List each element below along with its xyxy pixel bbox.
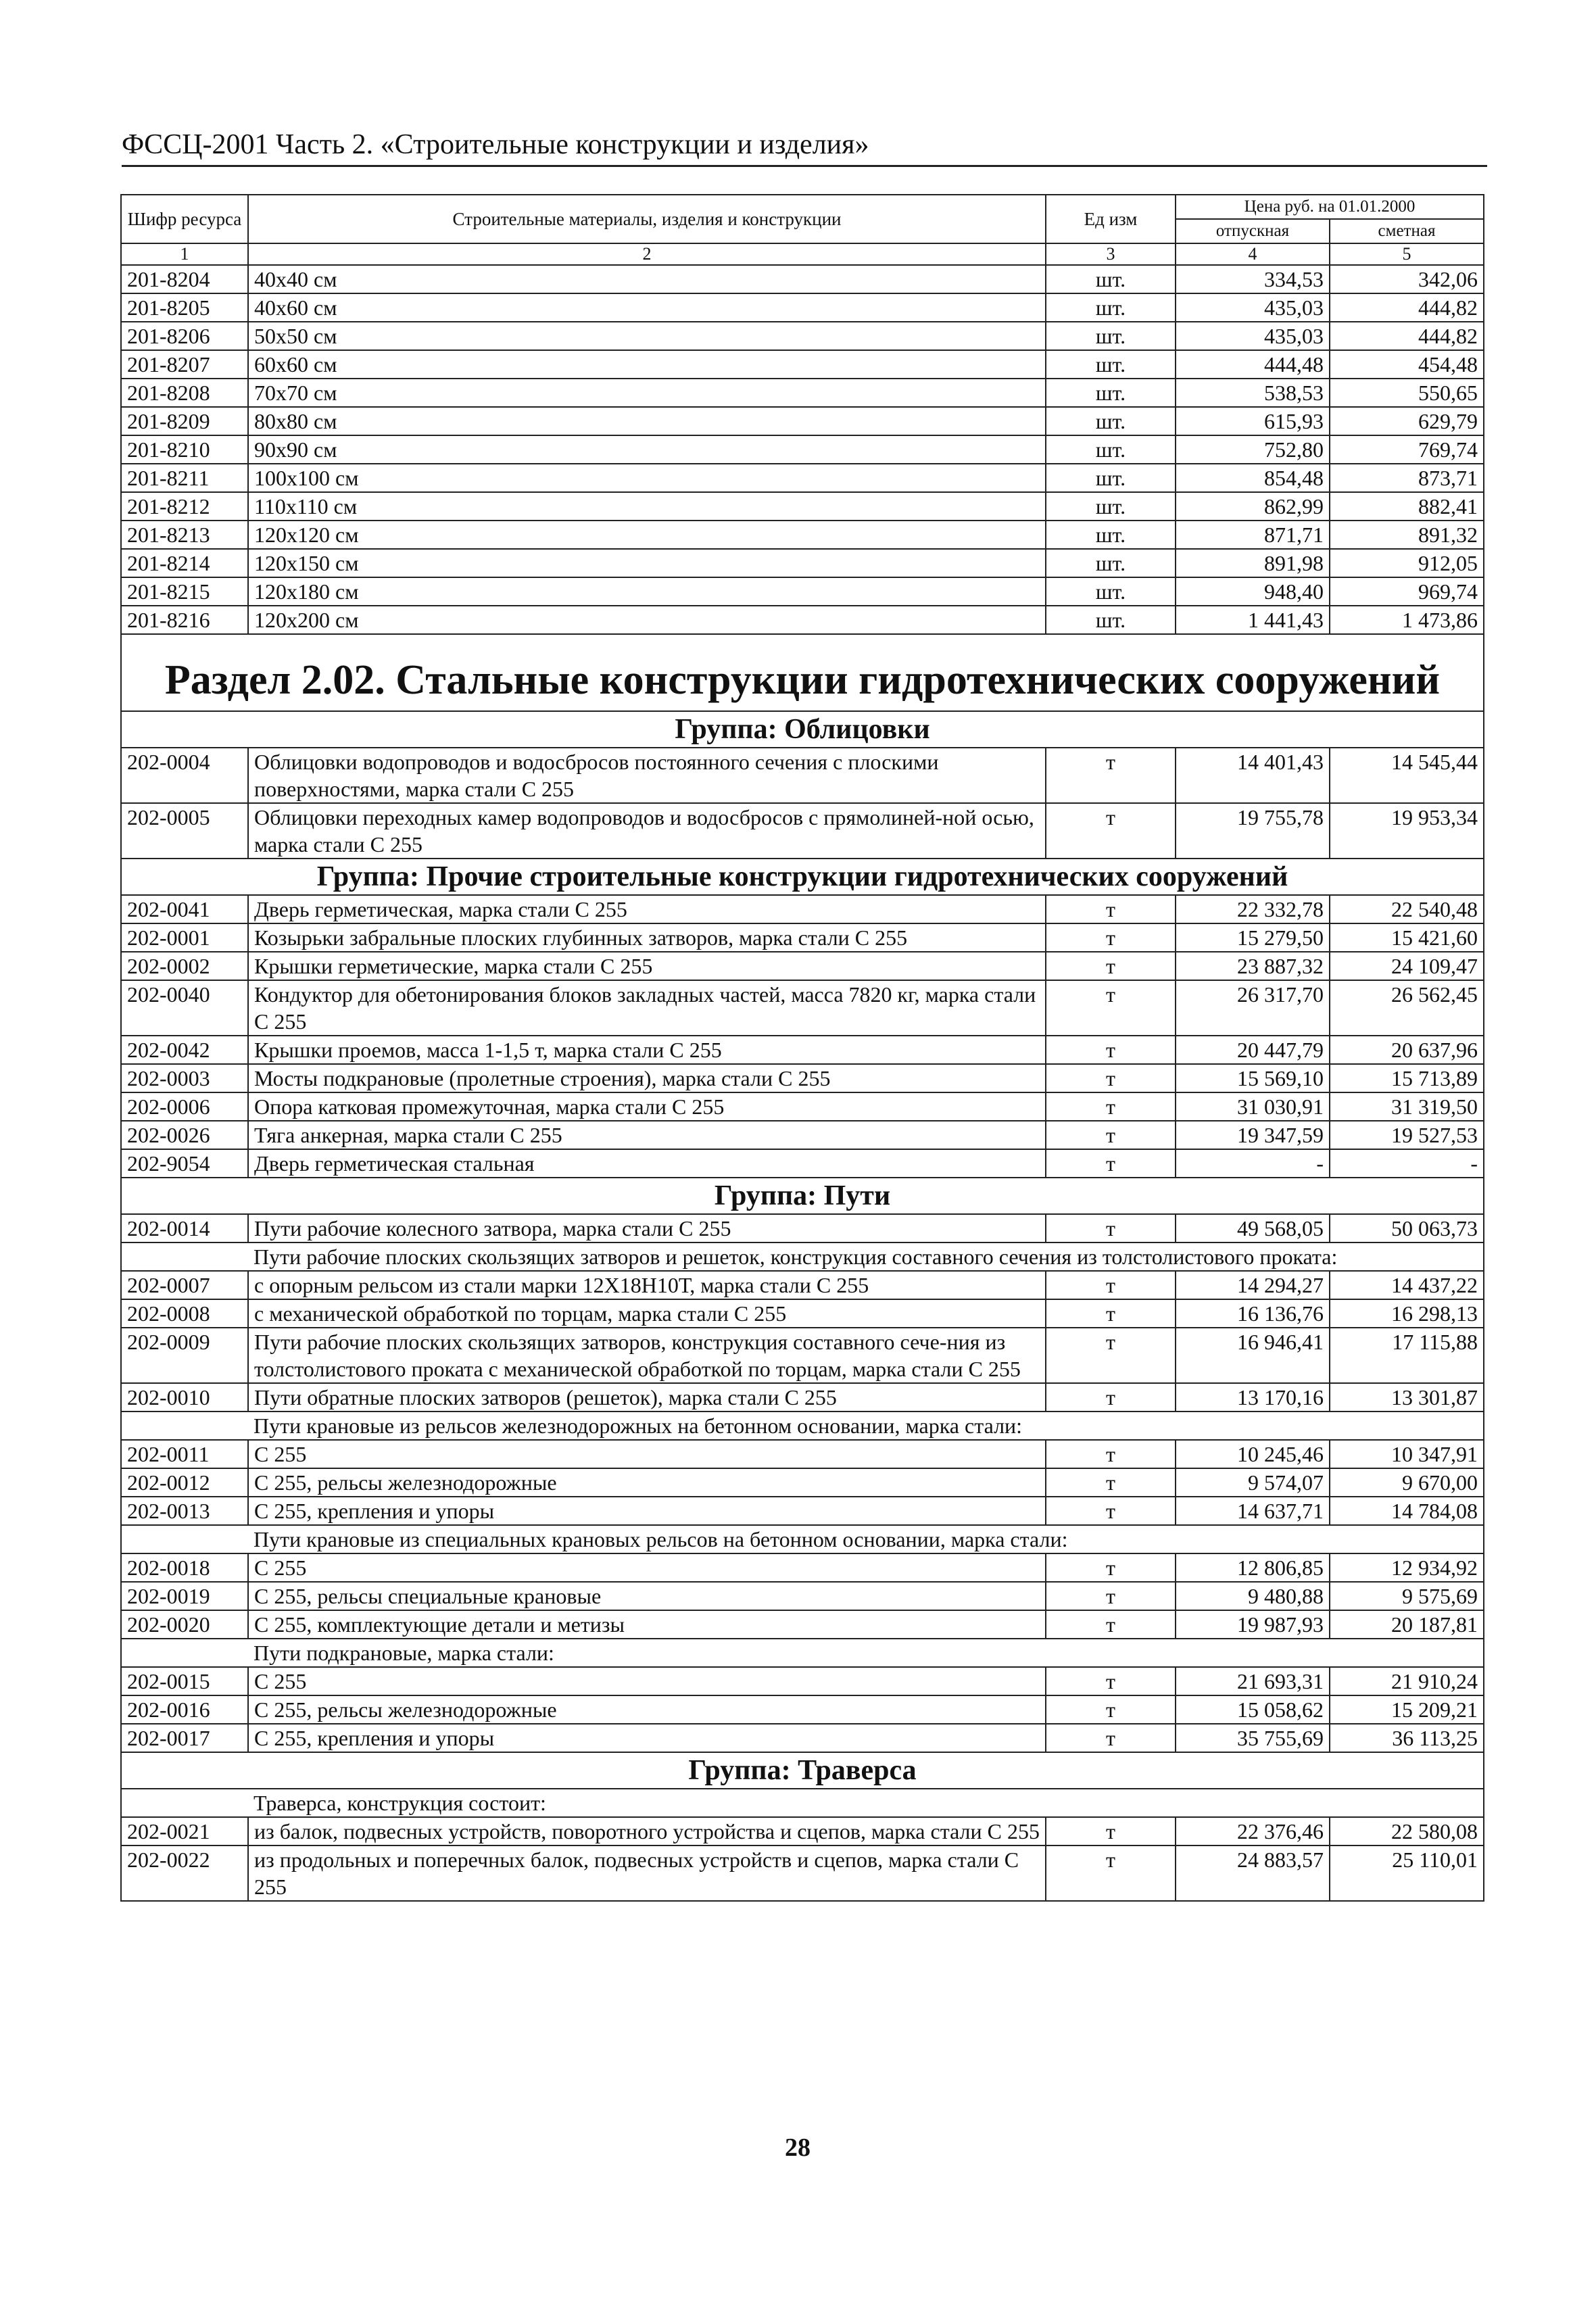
- subheading-text: Траверса, конструкция состоит:: [248, 1789, 1484, 1817]
- price-release: 49 568,05: [1176, 1214, 1330, 1243]
- resource-code: 202-0015: [121, 1667, 248, 1695]
- col-index: 5: [1330, 243, 1484, 265]
- resource-code: 202-0042: [121, 1036, 248, 1064]
- col-header-release: отпускная: [1176, 219, 1330, 243]
- item-name: Козырьки забральные плоских глубинных затворов, марка стали С 255: [248, 923, 1046, 952]
- item-name: из балок, подвесных устройств, поворотного устройства и сцепов, марка стали С 255: [248, 1817, 1046, 1845]
- item-name: Облицовки переходных камер водопроводов и водосбросов с прямолиней-ной осью, марка стали С 255: [248, 803, 1046, 859]
- table-row: [121, 1582, 1484, 1610]
- item-name: Пути обратные плоских затворов (решеток), марка стали С 255: [248, 1383, 1046, 1412]
- table-row: [121, 577, 1484, 606]
- table-row: [121, 1724, 1484, 1752]
- price-estimate: 629,79: [1330, 407, 1484, 435]
- price-release: 19 987,93: [1176, 1610, 1330, 1639]
- price-release: 19 347,59: [1176, 1121, 1330, 1149]
- resource-code: 202-0040: [121, 980, 248, 1036]
- price-estimate: 17 115,88: [1330, 1328, 1484, 1383]
- price-release: 615,93: [1176, 407, 1330, 435]
- price-estimate: 912,05: [1330, 549, 1484, 577]
- price-release: 862,99: [1176, 492, 1330, 521]
- price-release: 334,53: [1176, 265, 1330, 293]
- group4-body: [121, 1789, 1484, 1901]
- price-release: 35 755,69: [1176, 1724, 1330, 1752]
- price-release: 14 401,43: [1176, 748, 1330, 803]
- price-release: 14 294,27: [1176, 1271, 1330, 1299]
- resource-code: 202-0021: [121, 1817, 248, 1845]
- price-estimate: -: [1330, 1149, 1484, 1178]
- price-estimate: 26 562,45: [1330, 980, 1484, 1036]
- table-row: [121, 293, 1484, 322]
- block1-body: [121, 265, 1484, 634]
- table-row: [121, 1328, 1484, 1383]
- table-row: [121, 521, 1484, 549]
- unit: т: [1046, 1271, 1176, 1299]
- unit: т: [1046, 1299, 1176, 1328]
- item-name: Пути рабочие плоских скользящих затворов, конструкция составного сече-ния из толстолистового проката с механической обработкой по торцам, марка стали С 255: [248, 1328, 1046, 1383]
- unit: т: [1046, 923, 1176, 952]
- item-name: 110х110 см: [248, 492, 1046, 521]
- col-header-name: Строительные материалы, изделия и конструкции: [248, 195, 1046, 243]
- price-estimate: 9 670,00: [1330, 1468, 1484, 1497]
- group2-body: [121, 895, 1484, 1178]
- page-header: ФССЦ-2001 Часть 2. «Строительные конструкции и изделия»: [122, 127, 1487, 167]
- price-release: 24 883,57: [1176, 1845, 1330, 1901]
- price-estimate: 10 347,91: [1330, 1440, 1484, 1468]
- item-name: 120х180 см: [248, 577, 1046, 606]
- unit: шт.: [1046, 407, 1176, 435]
- item-name: 80х80 см: [248, 407, 1046, 435]
- price-estimate: 873,71: [1330, 464, 1484, 492]
- unit: т: [1046, 1724, 1176, 1752]
- unit: т: [1046, 803, 1176, 859]
- price-release: 435,03: [1176, 322, 1330, 350]
- price-release: 31 030,91: [1176, 1092, 1330, 1121]
- resource-code: 202-0016: [121, 1695, 248, 1724]
- table-row: [121, 464, 1484, 492]
- resource-code: 202-0001: [121, 923, 248, 952]
- resource-code: 202-0010: [121, 1383, 248, 1412]
- price-release: 891,98: [1176, 549, 1330, 577]
- resource-code: 201-8207: [121, 350, 248, 379]
- resource-code: 202-0012: [121, 1468, 248, 1497]
- section-body: [121, 634, 1484, 748]
- empty-cell: [121, 1639, 248, 1667]
- col-header-estimate: сметная: [1330, 219, 1484, 243]
- col-index: 4: [1176, 243, 1330, 265]
- price-estimate: 454,48: [1330, 350, 1484, 379]
- page-number: 28: [785, 2133, 811, 2162]
- price-estimate: 9 575,69: [1330, 1582, 1484, 1610]
- unit: шт.: [1046, 492, 1176, 521]
- subheading-text: Пути рабочие плоских скользящих затворов и решеток, конструкция составного сечения из толстолистового проката:: [248, 1243, 1484, 1271]
- price-estimate: 21 910,24: [1330, 1667, 1484, 1695]
- resource-code: 202-0009: [121, 1328, 248, 1383]
- section-title: Раздел 2.02. Стальные конструкции гидротехнических сооружений: [121, 634, 1484, 711]
- unit: т: [1046, 1121, 1176, 1149]
- item-name: 90х90 см: [248, 435, 1046, 464]
- price-estimate: 15 209,21: [1330, 1695, 1484, 1724]
- resource-code: 202-0004: [121, 748, 248, 803]
- resource-code: 202-0026: [121, 1121, 248, 1149]
- table-row: [121, 492, 1484, 521]
- price-release: 10 245,46: [1176, 1440, 1330, 1468]
- resource-code: 202-0017: [121, 1724, 248, 1752]
- price-estimate: 15 421,60: [1330, 923, 1484, 952]
- price-estimate: 342,06: [1330, 265, 1484, 293]
- price-estimate: 550,65: [1330, 379, 1484, 407]
- resource-code: 201-8204: [121, 265, 248, 293]
- table-row: [121, 1497, 1484, 1525]
- resource-code: 201-8214: [121, 549, 248, 577]
- item-name: 50х50 см: [248, 322, 1046, 350]
- item-name: Облицовки водопроводов и водосбросов постоянного сечения с плоскими поверхностями, марка стали С 255: [248, 748, 1046, 803]
- price-estimate: 14 437,22: [1330, 1271, 1484, 1299]
- item-name: С 255, комплектующие детали и метизы: [248, 1610, 1046, 1639]
- item-name: С 255, крепления и упоры: [248, 1497, 1046, 1525]
- unit: т: [1046, 1149, 1176, 1178]
- item-name: Крышки герметические, марка стали С 255: [248, 952, 1046, 980]
- col-header-price: Цена руб. на 01.01.2000: [1176, 195, 1484, 219]
- price-release: 948,40: [1176, 577, 1330, 606]
- group-title: Группа: Облицовки: [121, 711, 1484, 748]
- item-name: с опорным рельсом из стали марки 12Х18Н10Т, марка стали С 255: [248, 1271, 1046, 1299]
- price-estimate: 14 784,08: [1330, 1497, 1484, 1525]
- price-estimate: 25 110,01: [1330, 1845, 1484, 1901]
- table-row: [121, 435, 1484, 464]
- price-release: 9 574,07: [1176, 1468, 1330, 1497]
- resource-code: 202-0005: [121, 803, 248, 859]
- price-release: 871,71: [1176, 521, 1330, 549]
- table-row: [121, 748, 1484, 803]
- price-release: 22 376,46: [1176, 1817, 1330, 1845]
- unit: т: [1046, 748, 1176, 803]
- unit: т: [1046, 1036, 1176, 1064]
- price-estimate: 1 473,86: [1330, 606, 1484, 634]
- item-name: Дверь герметическая стальная: [248, 1149, 1046, 1178]
- price-release: -: [1176, 1149, 1330, 1178]
- price-release: 15 279,50: [1176, 923, 1330, 952]
- item-name: 70х70 см: [248, 379, 1046, 407]
- item-name: 120х120 см: [248, 521, 1046, 549]
- resource-code: 201-8211: [121, 464, 248, 492]
- unit: т: [1046, 1497, 1176, 1525]
- price-release: 444,48: [1176, 350, 1330, 379]
- subheading-row: [121, 1639, 1484, 1667]
- resource-code: 201-8213: [121, 521, 248, 549]
- price-estimate: 20 187,81: [1330, 1610, 1484, 1639]
- group-title: Группа: Траверса: [121, 1752, 1484, 1789]
- item-name: 120х150 см: [248, 549, 1046, 577]
- subheading-row: [121, 1789, 1484, 1817]
- table-row: [121, 1299, 1484, 1328]
- item-name: С 255: [248, 1440, 1046, 1468]
- item-name: 60х60 см: [248, 350, 1046, 379]
- price-release: 13 170,16: [1176, 1383, 1330, 1412]
- unit: шт.: [1046, 265, 1176, 293]
- resource-code: 202-0022: [121, 1845, 248, 1901]
- unit: т: [1046, 1667, 1176, 1695]
- group1-body: [121, 748, 1484, 859]
- table-row: [121, 1214, 1484, 1243]
- unit: т: [1046, 1214, 1176, 1243]
- price-release: 12 806,85: [1176, 1553, 1330, 1582]
- item-name: из продольных и поперечных балок, подвесных устройств и сцепов, марка стали С 255: [248, 1845, 1046, 1901]
- col-header-unit: Ед изм: [1046, 195, 1176, 243]
- unit: т: [1046, 952, 1176, 980]
- item-name: С 255, крепления и упоры: [248, 1724, 1046, 1752]
- price-estimate: 24 109,47: [1330, 952, 1484, 980]
- table-row: [121, 1036, 1484, 1064]
- table-row: [121, 1440, 1484, 1468]
- price-estimate: 19 527,53: [1330, 1121, 1484, 1149]
- table-row: [121, 803, 1484, 859]
- table-row: [121, 895, 1484, 923]
- group4-head: [121, 1752, 1484, 1789]
- table-row: [121, 980, 1484, 1036]
- table-row: [121, 606, 1484, 634]
- unit: т: [1046, 1468, 1176, 1497]
- group2-head: [121, 859, 1484, 895]
- price-estimate: 969,74: [1330, 577, 1484, 606]
- table-row: [121, 1121, 1484, 1149]
- col-index: 2: [248, 243, 1046, 265]
- resource-code: 201-8216: [121, 606, 248, 634]
- empty-cell: [121, 1243, 248, 1271]
- col-header-code: Шифр ресурса: [121, 195, 248, 243]
- item-name: Опора катковая промежуточная, марка стали С 255: [248, 1092, 1046, 1121]
- price-estimate: 15 713,89: [1330, 1064, 1484, 1092]
- price-release: 854,48: [1176, 464, 1330, 492]
- subheading-row: [121, 1525, 1484, 1553]
- item-name: Кондуктор для обетонирования блоков закладных частей, масса 7820 кг, марка стали С 255: [248, 980, 1046, 1036]
- price-estimate: 444,82: [1330, 293, 1484, 322]
- unit: шт.: [1046, 322, 1176, 350]
- price-release: 21 693,31: [1176, 1667, 1330, 1695]
- price-estimate: 50 063,73: [1330, 1214, 1484, 1243]
- col-index: 3: [1046, 243, 1176, 265]
- price-table: [120, 194, 1484, 1902]
- group-title: Группа: Прочие строительные конструкции гидротехнических сооружений: [121, 859, 1484, 895]
- price-release: 23 887,32: [1176, 952, 1330, 980]
- price-release: 435,03: [1176, 293, 1330, 322]
- price-estimate: 882,41: [1330, 492, 1484, 521]
- unit: т: [1046, 1582, 1176, 1610]
- resource-code: 202-0013: [121, 1497, 248, 1525]
- item-name: С 255: [248, 1553, 1046, 1582]
- table-row: [121, 379, 1484, 407]
- resource-code: 201-8210: [121, 435, 248, 464]
- price-release: 16 136,76: [1176, 1299, 1330, 1328]
- price-release: 16 946,41: [1176, 1328, 1330, 1383]
- table-row: [121, 407, 1484, 435]
- item-name: 120х200 см: [248, 606, 1046, 634]
- col-index: 1: [121, 243, 248, 265]
- unit: т: [1046, 1064, 1176, 1092]
- unit: шт.: [1046, 577, 1176, 606]
- unit: шт.: [1046, 521, 1176, 549]
- unit: т: [1046, 1092, 1176, 1121]
- price-estimate: 22 580,08: [1330, 1817, 1484, 1845]
- group-title: Группа: Пути: [121, 1178, 1484, 1214]
- table-row: [121, 1610, 1484, 1639]
- item-name: 40х60 см: [248, 293, 1046, 322]
- table-row: [121, 350, 1484, 379]
- price-release: 26 317,70: [1176, 980, 1330, 1036]
- price-release: 9 480,88: [1176, 1582, 1330, 1610]
- price-estimate: 36 113,25: [1330, 1724, 1484, 1752]
- unit: шт.: [1046, 606, 1176, 634]
- unit: шт.: [1046, 435, 1176, 464]
- unit: шт.: [1046, 379, 1176, 407]
- resource-code: 201-8206: [121, 322, 248, 350]
- table-row: [121, 1064, 1484, 1092]
- price-estimate: 444,82: [1330, 322, 1484, 350]
- group3-head: [121, 1178, 1484, 1214]
- table-row: [121, 1553, 1484, 1582]
- table-row: [121, 1667, 1484, 1695]
- resource-code: 202-0002: [121, 952, 248, 980]
- price-estimate: 769,74: [1330, 435, 1484, 464]
- table-row: [121, 1695, 1484, 1724]
- table-row: [121, 1845, 1484, 1901]
- item-name: Мосты подкрановые (пролетные строения), марка стали С 255: [248, 1064, 1046, 1092]
- price-estimate: 19 953,34: [1330, 803, 1484, 859]
- item-name: Пути рабочие колесного затвора, марка стали С 255: [248, 1214, 1046, 1243]
- item-name: Дверь герметическая, марка стали С 255: [248, 895, 1046, 923]
- unit: т: [1046, 1695, 1176, 1724]
- price-estimate: 20 637,96: [1330, 1036, 1484, 1064]
- resource-code: 202-0019: [121, 1582, 248, 1610]
- empty-cell: [121, 1412, 248, 1440]
- table-row: [121, 1817, 1484, 1845]
- resource-code: 202-0003: [121, 1064, 248, 1092]
- resource-code: 201-8215: [121, 577, 248, 606]
- price-estimate: 22 540,48: [1330, 895, 1484, 923]
- empty-cell: [121, 1789, 248, 1817]
- unit: шт.: [1046, 464, 1176, 492]
- unit: т: [1046, 1440, 1176, 1468]
- unit: т: [1046, 1383, 1176, 1412]
- subheading-text: Пути крановые из рельсов железнодорожных на бетонном основании, марка стали:: [248, 1412, 1484, 1440]
- resource-code: 202-0014: [121, 1214, 248, 1243]
- resource-code: 201-8212: [121, 492, 248, 521]
- unit: т: [1046, 1553, 1176, 1582]
- unit: т: [1046, 980, 1176, 1036]
- subheading-row: [121, 1243, 1484, 1271]
- resource-code: 201-8208: [121, 379, 248, 407]
- price-release: 15 569,10: [1176, 1064, 1330, 1092]
- unit: шт.: [1046, 293, 1176, 322]
- empty-cell: [121, 1525, 248, 1553]
- table-row: [121, 952, 1484, 980]
- unit: шт.: [1046, 350, 1176, 379]
- unit: т: [1046, 1328, 1176, 1383]
- resource-code: 202-0006: [121, 1092, 248, 1121]
- price-estimate: 31 319,50: [1330, 1092, 1484, 1121]
- price-release: 20 447,79: [1176, 1036, 1330, 1064]
- unit: т: [1046, 895, 1176, 923]
- resource-code: 202-0011: [121, 1440, 248, 1468]
- item-name: Крышки проемов, масса 1-1,5 т, марка стали С 255: [248, 1036, 1046, 1064]
- item-name: Тяга анкерная, марка стали С 255: [248, 1121, 1046, 1149]
- price-release: 1 441,43: [1176, 606, 1330, 634]
- price-release: 752,80: [1176, 435, 1330, 464]
- price-estimate: 12 934,92: [1330, 1553, 1484, 1582]
- price-estimate: 14 545,44: [1330, 748, 1484, 803]
- unit: т: [1046, 1845, 1176, 1901]
- table-row: [121, 322, 1484, 350]
- table-row: [121, 1271, 1484, 1299]
- item-name: 40х40 см: [248, 265, 1046, 293]
- resource-code: 202-9054: [121, 1149, 248, 1178]
- table-row: [121, 549, 1484, 577]
- subheading-text: Пути крановые из специальных крановых рельсов на бетонном основании, марка стали:: [248, 1525, 1484, 1553]
- price-release: 14 637,71: [1176, 1497, 1330, 1525]
- table-row: [121, 1468, 1484, 1497]
- resource-code: 202-0008: [121, 1299, 248, 1328]
- item-name: С 255, рельсы железнодорожные: [248, 1695, 1046, 1724]
- column-index-row: [121, 243, 1484, 265]
- table-row: [121, 1092, 1484, 1121]
- item-name: С 255, рельсы железнодорожные: [248, 1468, 1046, 1497]
- subheading-text: Пути подкрановые, марка стали:: [248, 1639, 1484, 1667]
- item-name: с механической обработкой по торцам, марка стали С 255: [248, 1299, 1046, 1328]
- price-estimate: 891,32: [1330, 521, 1484, 549]
- unit: т: [1046, 1817, 1176, 1845]
- item-name: С 255: [248, 1667, 1046, 1695]
- price-release: 15 058,62: [1176, 1695, 1330, 1724]
- resource-code: 202-0007: [121, 1271, 248, 1299]
- resource-code: 201-8205: [121, 293, 248, 322]
- item-name: 100х100 см: [248, 464, 1046, 492]
- price-release: 22 332,78: [1176, 895, 1330, 923]
- subheading-row: [121, 1412, 1484, 1440]
- table-row: [121, 1383, 1484, 1412]
- group3-body: [121, 1214, 1484, 1752]
- price-release: 19 755,78: [1176, 803, 1330, 859]
- unit: т: [1046, 1610, 1176, 1639]
- resource-code: 202-0041: [121, 895, 248, 923]
- unit: шт.: [1046, 549, 1176, 577]
- item-name: С 255, рельсы специальные крановые: [248, 1582, 1046, 1610]
- resource-code: 202-0020: [121, 1610, 248, 1639]
- table-row: [121, 1149, 1484, 1178]
- price-estimate: 13 301,87: [1330, 1383, 1484, 1412]
- price-estimate: 16 298,13: [1330, 1299, 1484, 1328]
- table-row: [121, 923, 1484, 952]
- table-row: [121, 265, 1484, 293]
- resource-code: 201-8209: [121, 407, 248, 435]
- resource-code: 202-0018: [121, 1553, 248, 1582]
- price-release: 538,53: [1176, 379, 1330, 407]
